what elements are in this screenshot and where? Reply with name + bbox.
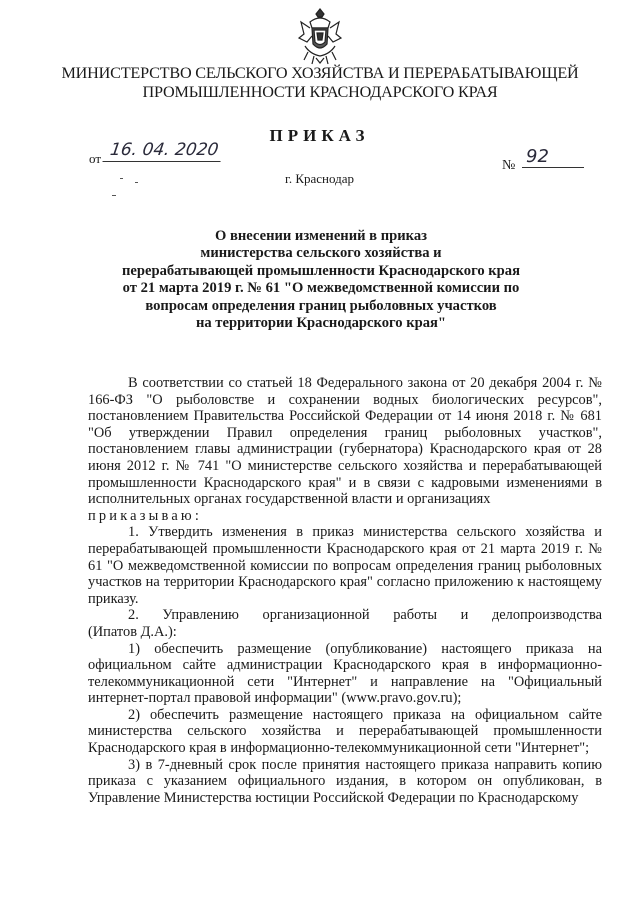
heading-line: на территории Краснодарского края": [195, 315, 447, 332]
date-handwritten: 16. 04. 2020: [102, 140, 223, 162]
city: г. Краснодар: [284, 171, 355, 186]
item-2-continuation: (Ипатов Д.А.):: [88, 623, 177, 640]
document-heading: [60, 228, 582, 332]
document-body: [88, 375, 602, 806]
speck-decoration: [120, 178, 123, 179]
number-handwritten: 92: [522, 146, 584, 168]
ministry-name-line1: МИНИСТЕРСТВО СЕЛЬСКОГО ХОЗЯЙСТВА И ПЕРЕРАБАТЫВАЮЩЕЙ: [61, 64, 579, 82]
heading-line: министерства сельского хозяйства и: [200, 245, 442, 262]
heading-line: перерабатывающей промышленности Краснодарского края: [121, 262, 520, 279]
document-type: ПРИКАЗ: [269, 126, 370, 145]
heading-line: О внесении изменений в приказ: [214, 228, 427, 244]
item-2-paragraph: 2. Управлению организационной работы и делопроизводства: [128, 607, 602, 624]
order-word: приказываю:: [88, 507, 203, 524]
subitem-2-paragraph: 2) обеспечить размещение настоящего приказа на официальном сайте министерства сельского хозяйства и перерабатывающей промышленности Краснодарского края в информационно-телекоммуникационной сети "Интернет";: [88, 706, 602, 757]
number-prefix: №: [502, 158, 516, 173]
subitem-3-paragraph: 3) в 7-дневный срок после принятия настоящего приказа направить копию приказа с указанием официального издания, в котором он опубликован, в Управление Министерства юстиции Российской Федерации по Краснодарскому: [88, 756, 602, 806]
ministry-name-line2: ПРОМЫШЛЕННОСТИ КРАСНОДАРСКОГО КРАЯ: [142, 83, 498, 101]
ministry-name: [40, 64, 600, 102]
subitem-1-paragraph: 1) обеспечить размещение (опубликование) настоящего приказа на официальном сайте администрации Краснодарского края в информационно-телекоммуникационной сети "Интернет" и направление на "Официальный интернет-портал правовой информации" (www.pravo.gov.ru);: [88, 640, 602, 707]
item-1-paragraph: 1. Утвердить изменения в приказ министерства сельского хозяйства и перерабатывающей промышленности Краснодарского края от 21 марта 2019 г. № 61 "О межведомственной комиссии по вопросам определения границ рыболовных участков на территории Краснодарского края" согласно приложению к настоящему приказу.: [88, 524, 602, 607]
speck-decoration: [135, 182, 138, 183]
heading-line: от 21 марта 2019 г. № 61 "О межведомственной комиссии по: [122, 280, 520, 297]
speck-decoration: [112, 195, 116, 196]
coat-of-arms-icon: [296, 8, 344, 66]
date-prefix: от: [89, 151, 102, 166]
preamble-paragraph: В соответствии со статьей 18 Федерального закона от 20 декабря 2004 г. № 166-ФЗ "О рыболовстве и сохранении водных биологических ресурсов", постановлением Правительства Российской Федерации от 14 июня 2018 г. № 681 "Об утверждении Правил определения границ рыболовных участков", постановлением главы администрации (губернатора) Краснодарского края от 28 июня 2012 г. № 741 "О министерстве сельского хозяйства и перерабатывающей промышленности Краснодарского края" и в связи с кадровыми изменениями в исполнительных органах государственной власти и организациях: [88, 375, 602, 508]
heading-line: вопросам определения границ рыболовных участков: [145, 297, 497, 314]
